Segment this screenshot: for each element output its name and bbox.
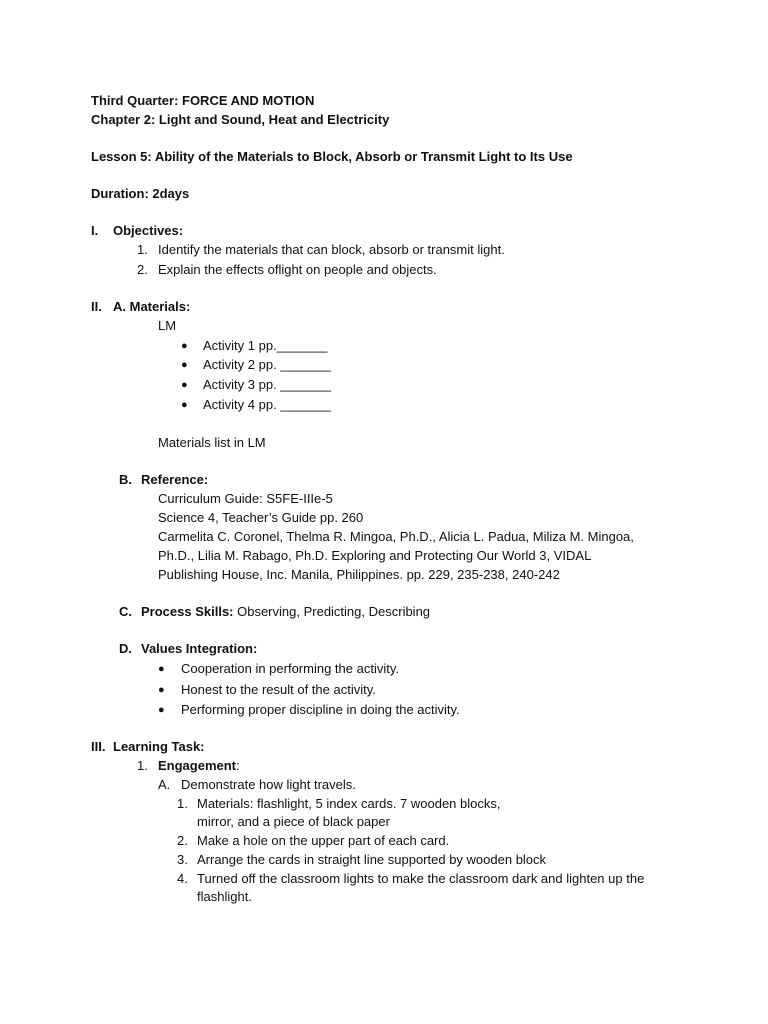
engagement-title: Engagement xyxy=(158,758,237,773)
section-ii-label: II. xyxy=(91,299,102,314)
reference-line-3: Carmelita C. Coronel, Thelma R. Mingoa, Ph.D., Alicia L. Padua, Miliza M. Mingoa, xyxy=(158,529,634,544)
process-skills-text: Observing, Predicting, Describing xyxy=(233,604,431,619)
objectives-title: Objectives: xyxy=(113,223,184,238)
bullet-icon: ● xyxy=(158,684,165,696)
chapter-heading: Chapter 2: Light and Sound, Heat and Electricity xyxy=(91,112,390,127)
objective-2-text: Explain the effects oflight on people and objects. xyxy=(158,262,437,277)
bullet-icon: ● xyxy=(181,399,188,411)
engagement-num: 1. xyxy=(137,758,148,773)
step-3-num: 3. xyxy=(177,852,188,867)
value-item-1: Cooperation in performing the activity. xyxy=(181,661,399,676)
activity-3: Activity 3 pp. _______ xyxy=(203,377,331,392)
activity-2: Activity 2 pp. _______ xyxy=(203,357,331,372)
engagement-line xyxy=(158,757,240,775)
value-item-2: Honest to the result of the activity. xyxy=(181,682,376,697)
process-skills-line xyxy=(141,603,430,621)
reference-title: Reference: xyxy=(141,472,209,487)
step-4-num: 4. xyxy=(177,871,188,886)
step-3-line-1: Arrange the cards in straight line supported by wooden block xyxy=(197,852,547,867)
materials-lm: LM xyxy=(158,318,177,333)
process-skills-title: Process Skills: xyxy=(141,604,234,619)
objective-2-num: 2. xyxy=(137,262,148,277)
materials-list: Materials list in LM xyxy=(158,435,266,450)
value-item-3: Performing proper discipline in doing the activity. xyxy=(181,702,460,717)
values-title: Values Integration: xyxy=(141,641,258,656)
reference-line-1: Curriculum Guide: S5FE-IIIe-5 xyxy=(158,491,333,506)
quarter-heading: Third Quarter: FORCE AND MOTION xyxy=(91,93,315,108)
part-a-text: Demonstrate how light travels. xyxy=(181,777,356,792)
step-1-line-2: mirror, and a piece of black paper xyxy=(197,814,390,829)
step-4-line-2: flashlight. xyxy=(197,889,252,904)
section-d-label: D. xyxy=(119,641,132,656)
learning-task-title: Learning Task: xyxy=(113,739,205,754)
reference-line-2: Science 4, Teacher’s Guide pp. 260 xyxy=(158,510,364,525)
section-i-label: I. xyxy=(91,223,99,238)
activity-1: Activity 1 pp._______ xyxy=(203,338,328,353)
step-1-num: 1. xyxy=(177,796,188,811)
lesson-heading: Lesson 5: Ability of the Materials to Block, Absorb or Transmit Light to Its Use xyxy=(91,149,573,164)
part-a-label: A. xyxy=(158,777,171,792)
objective-1-text: Identify the materials that can block, absorb or transmit light. xyxy=(158,242,505,257)
duration-heading: Duration: 2days xyxy=(91,186,190,201)
objective-1-num: 1. xyxy=(137,242,148,257)
step-4-line-1: Turned off the classroom lights to make the classroom dark and lighten up the xyxy=(197,871,645,886)
bullet-icon: ● xyxy=(158,663,165,675)
bullet-icon: ● xyxy=(158,704,165,716)
bullet-icon: ● xyxy=(181,379,188,391)
engagement-colon: : xyxy=(236,758,240,773)
reference-line-5: Publishing House, Inc. Manila, Philippines. pp. 229, 235-238, 240-242 xyxy=(158,567,560,582)
materials-title: A. Materials: xyxy=(113,299,191,314)
bullet-icon: ● xyxy=(181,359,188,371)
section-c-label: C. xyxy=(119,604,132,619)
reference-line-4: Ph.D., Lilia M. Rabago, Ph.D. Exploring and Protecting Our World 3, VIDAL xyxy=(158,548,592,563)
bullet-icon: ● xyxy=(181,340,188,352)
section-iii-label: III. xyxy=(91,739,106,754)
step-2-num: 2. xyxy=(177,833,188,848)
step-2-line-1: Make a hole on the upper part of each card. xyxy=(197,833,450,848)
activity-4: Activity 4 pp. _______ xyxy=(203,397,331,412)
section-b-label: B. xyxy=(119,472,132,487)
step-1-line-1: Materials: flashlight, 5 index cards. 7 wooden blocks, xyxy=(197,796,501,811)
